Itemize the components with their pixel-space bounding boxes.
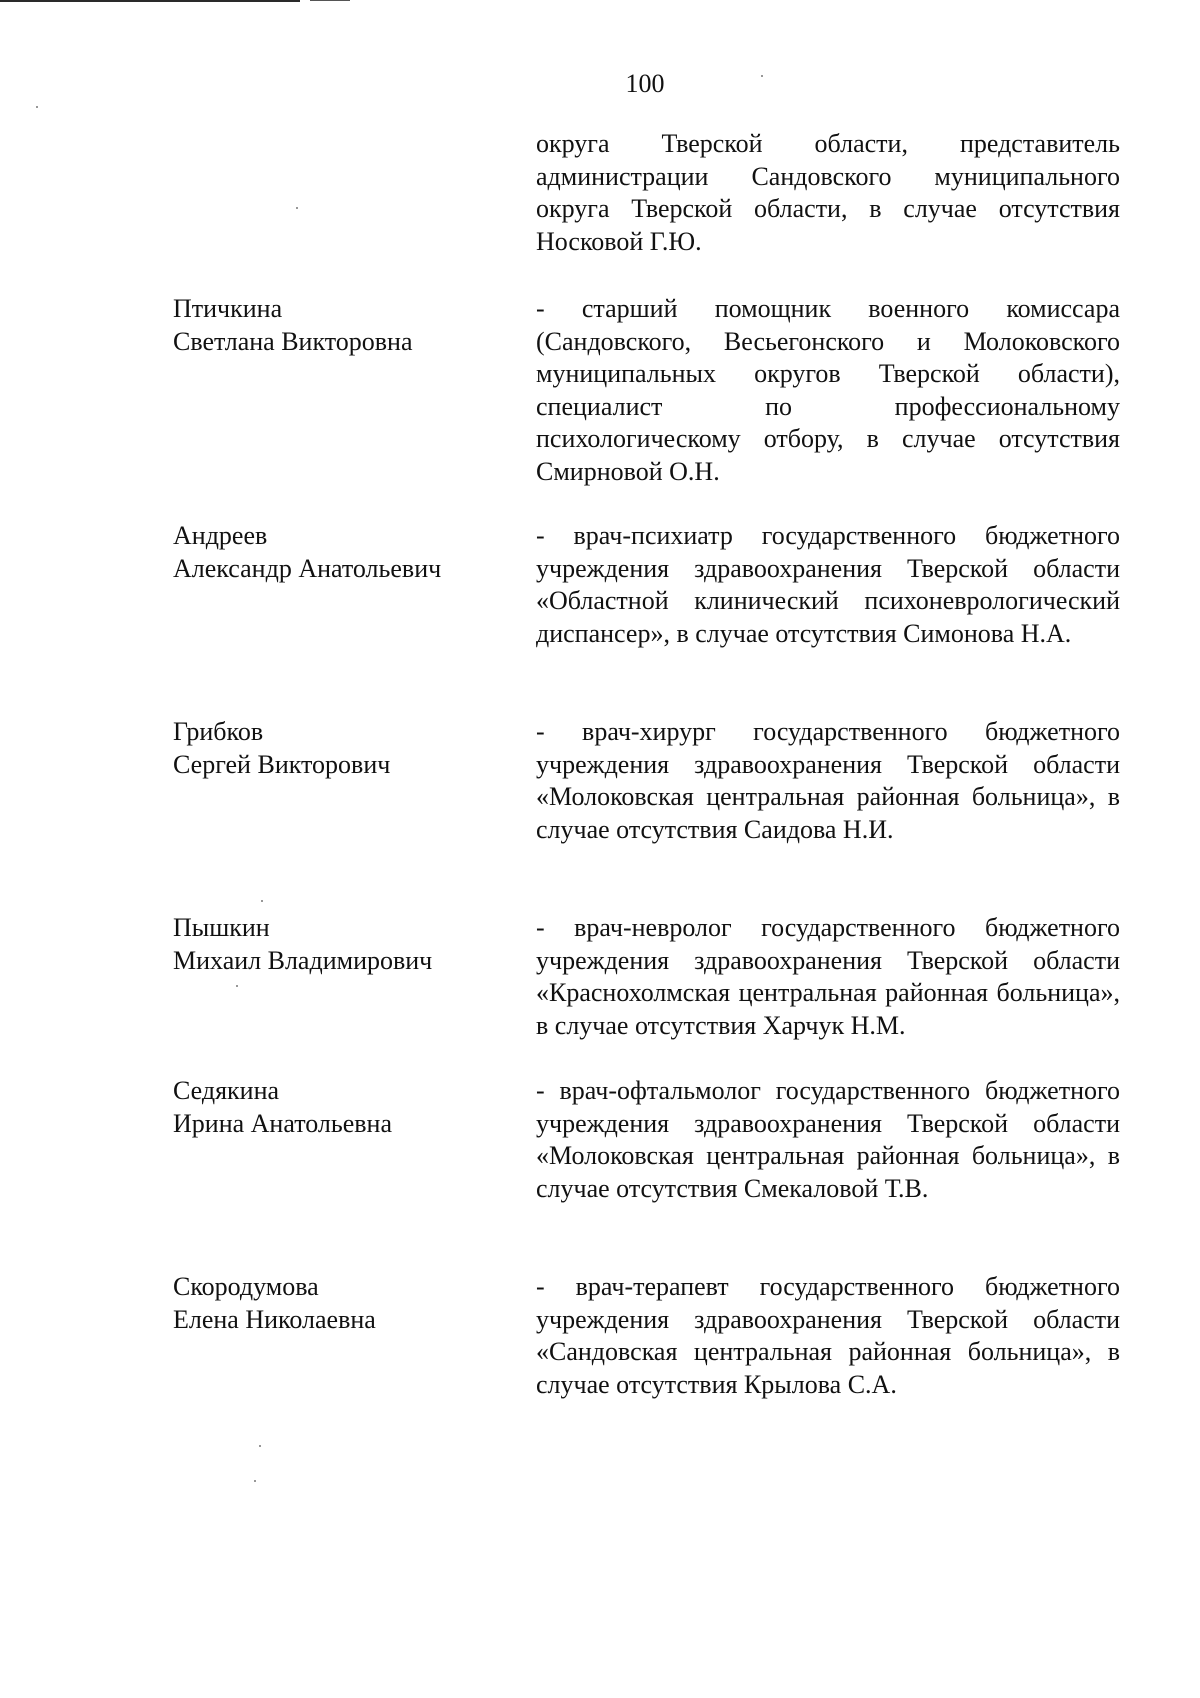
scan-speck: [296, 207, 298, 209]
scan-speck: [36, 106, 38, 108]
person-surname: Грибков: [173, 717, 264, 746]
person-given-names: Елена Николаевна: [173, 1304, 376, 1334]
person-role: - врач-хирург государственного бюджетного учреждения здравоохранения Тверской области «Молоковская центральная районная больница», в случае отсутствия Саидова Н.И.: [536, 717, 1120, 844]
person-name: [173, 912, 513, 977]
scan-speck: [761, 75, 763, 77]
person-surname: Седякина: [173, 1076, 280, 1105]
person-surname: Андреев: [173, 521, 268, 550]
continued-role-text: округа Тверской области, представитель администрации Сандовского муниципального округа Тверской области, в случае отсутствия Носковой Г.Ю.: [536, 129, 1120, 256]
person-name: [173, 1075, 513, 1140]
person-role: - врач-терапевт государственного бюджетного учреждения здравоохранения Тверской области «Сандовская центральная районная больница», в случае отсутствия Крылова С.А.: [536, 1272, 1120, 1399]
person-surname: Скородумова: [173, 1272, 319, 1301]
person-role: - врач-офтальмолог государственного бюджетного учреждения здравоохранения Тверской области «Молоковская центральная районная больница», в случае отсутствия Смекаловой Т.В.: [536, 1076, 1120, 1203]
scan-speck: [254, 1480, 256, 1482]
page-number: 100: [625, 69, 665, 98]
person-given-names: Михаил Владимирович: [173, 945, 433, 975]
person-given-names: Ирина Анатольевна: [173, 1108, 392, 1138]
person-surname: Пышкин: [173, 913, 270, 942]
scan-speck: [259, 1445, 261, 1447]
person-name: [173, 520, 513, 585]
person-given-names: Светлана Викторовна: [173, 326, 413, 356]
person-role: - врач-психиатр государственного бюджетного учреждения здравоохранения Тверской области «Областной клинический психоневрологический диспансер», в случае отсутствия Симонова Н.А.: [536, 521, 1120, 648]
person-given-names: Сергей Викторович: [173, 749, 391, 779]
scan-edge-mark: [0, 0, 300, 2]
scan-speck: [261, 900, 263, 902]
person-name: [173, 1271, 513, 1336]
person-given-names: Александр Анатольевич: [173, 553, 442, 583]
person-name: [173, 293, 513, 358]
person-role: - врач-невролог государственного бюджетного учреждения здравоохранения Тверской области «Краснохолмская центральная районная больница», в случае отсутствия Харчук Н.М.: [536, 913, 1120, 1040]
scan-speck: [236, 985, 238, 987]
scan-edge-mark: [310, 0, 350, 1]
person-role: - старший помощник военного комиссара (Сандовского, Весьегонского и Молоковского муниципальных округов Тверской области), специалист по профессиональному психологическому отбору, в случае отсутствия Смирновой О.Н.: [536, 294, 1120, 486]
person-name: [173, 716, 513, 781]
person-surname: Птичкина: [173, 294, 283, 323]
